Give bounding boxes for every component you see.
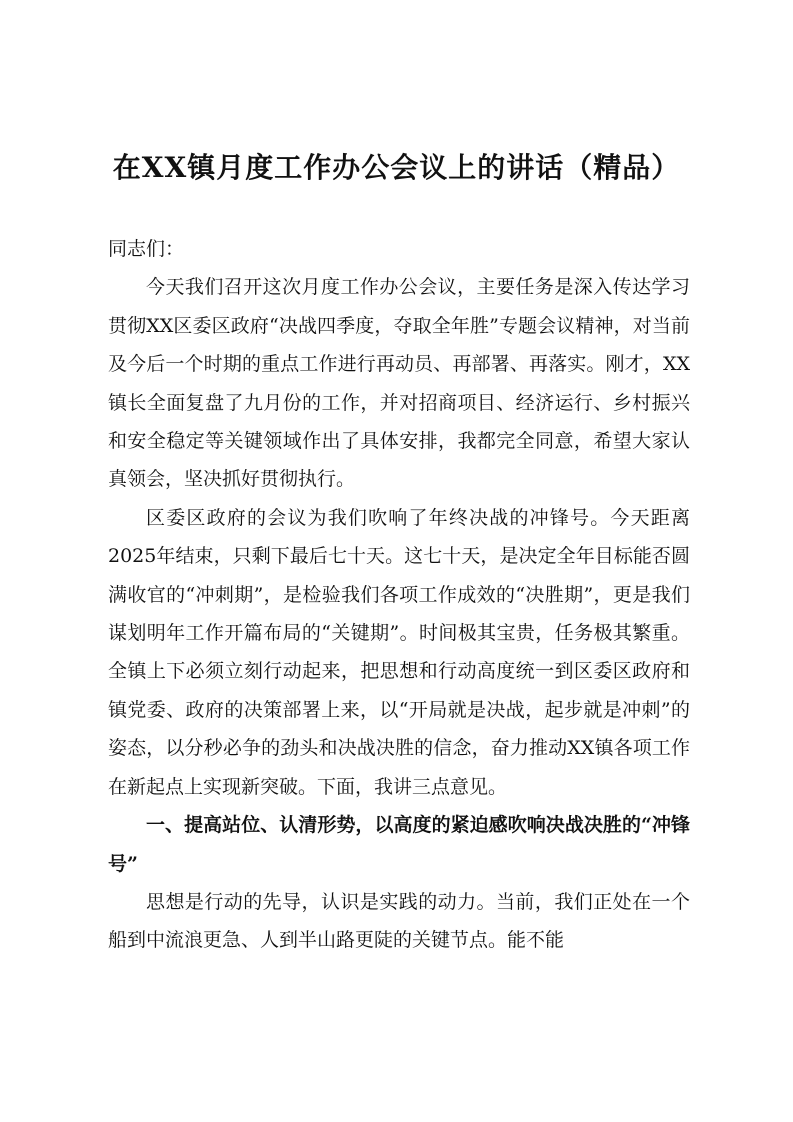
body-paragraph: 区委区政府的会议为我们吹响了年终决战的冲锋号。今天距离2025年结束，只剩下最后七十天。这七十天，是决定全年目标能否圆满收官的“冲刺期”，是检验我们各项工作成效的“决胜期”，更是我们谋划明年工作开篇布局的“关键期”。时间极其宝贵，任务极其繁重。全镇上下必须立刻行动起来，把思想和行动高度统一到区委区政府和镇党委、政府的决策部署上来，以“开局就是决战，起步就是冲刺”的姿态，以分秒必争的劲头和决战决胜的信念，奋力推动XX镇各项工作在新起点上实现新突破。下面，我讲三点意见。 bbox=[108, 506, 690, 798]
body-paragraph: 今天我们召开这次月度工作办公会议，主要任务是深入传达学习贯彻XX区委区政府“决战四季度，夺取全年胜”专题会议精神，对当前及今后一个时期的重点工作进行再动员、再部署、再落实。刚才，XX镇长全面复盘了九月份的工作，并对招商项目、经济运行、乡村振兴和安全稳定等关键领域作出了具体安排，我都完全同意，希望大家认真领会，坚决抓好贯彻执行。 bbox=[108, 276, 690, 491]
salutation: 同志们： bbox=[108, 238, 185, 260]
document-title: 在XX镇月度工作办公会议上的讲话（精品） bbox=[112, 151, 681, 184]
section-heading: 一、提高站位、认清形势，以高度的紧迫感吹响决战决胜的“冲锋号” bbox=[108, 814, 690, 875]
body-paragraph: 思想是行动的先导，认识是实践的动力。当前，我们正处在一个船到中流浪更急、人到半山路更陡的关键节点。能不能 bbox=[108, 890, 690, 952]
document-body bbox=[108, 230, 690, 960]
